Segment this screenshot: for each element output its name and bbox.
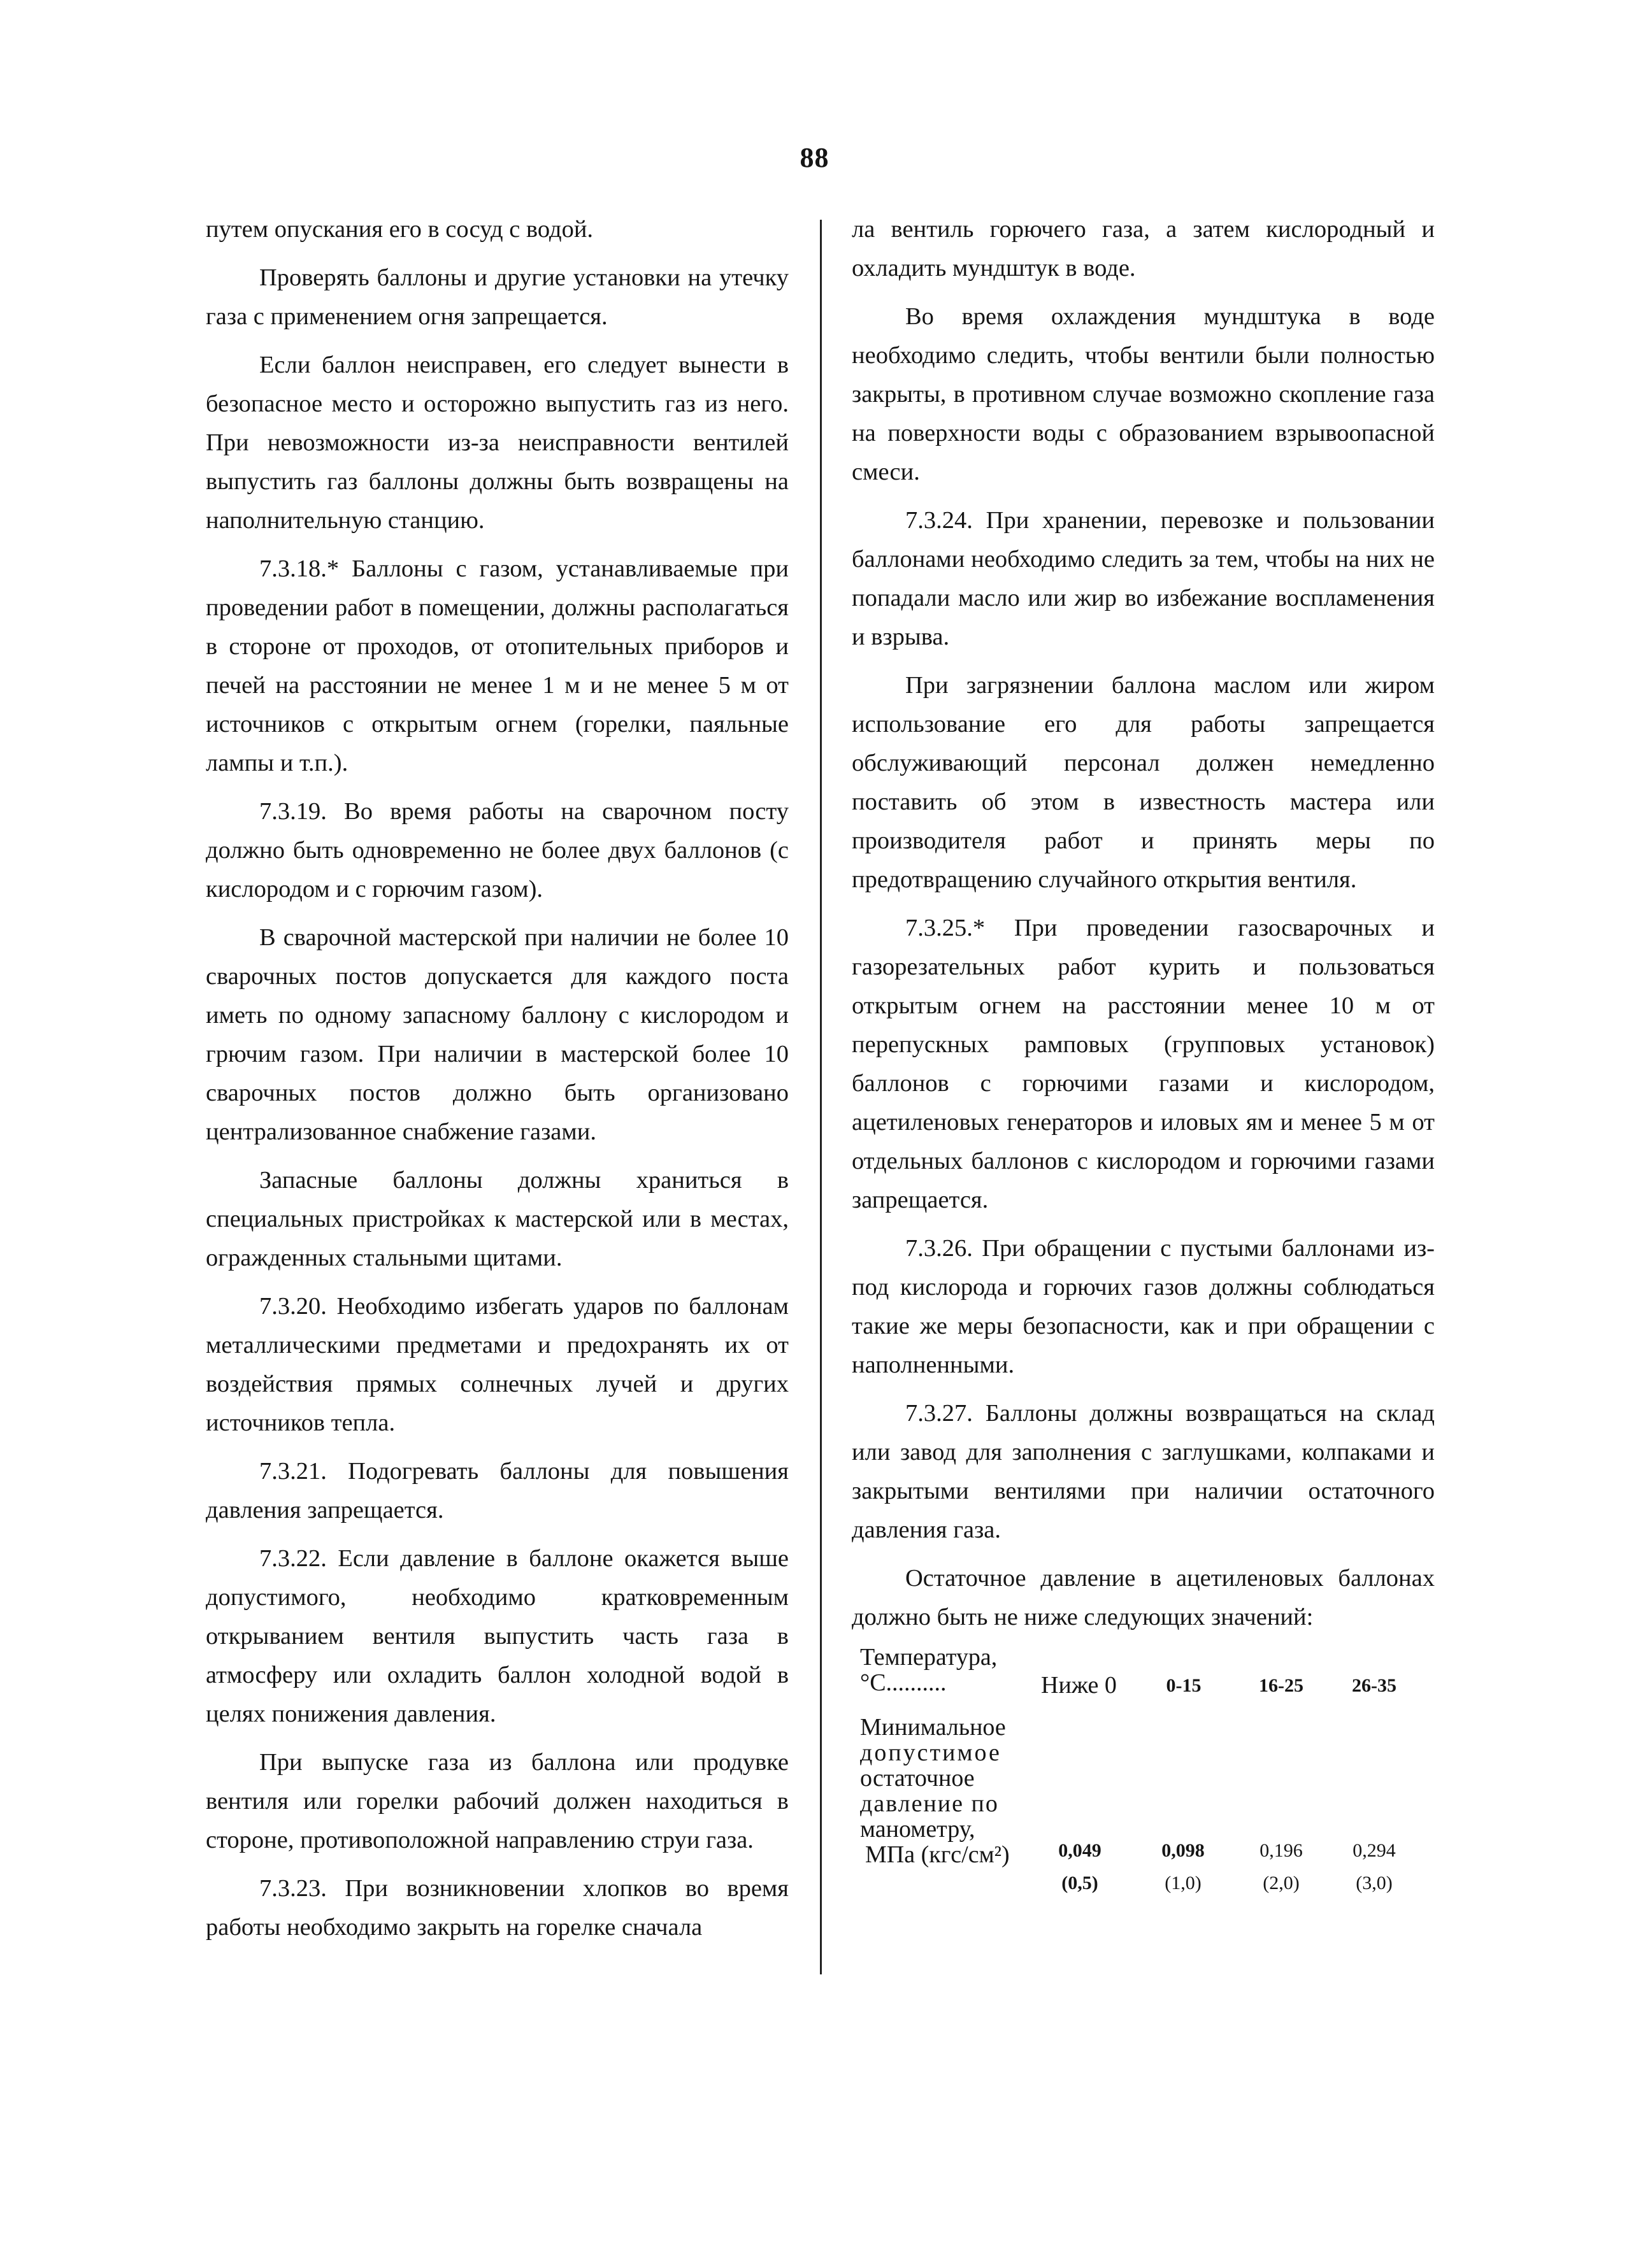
body-paragraph: 7.3.27. Баллоны должны возвращаться на склад или завод для заполнения с заглушками, колпаками и закрытыми вентилями при наличии остаточного давления газа.	[852, 1400, 1435, 1543]
pressure-value-kgf: (3,0)	[1356, 1872, 1393, 1894]
body-paragraph: Проверять баллоны и другие установки на утечку газа с применением огня запрещается.	[206, 264, 789, 330]
page-number: 88	[800, 142, 829, 173]
pressure-label-line: допустимое	[860, 1739, 1001, 1766]
pressure-value-kgf: (0,5)	[1061, 1872, 1098, 1894]
pressure-table	[860, 1644, 1433, 1925]
pressure-value-mpa: 0,049	[1058, 1840, 1102, 1861]
right-column	[852, 210, 1435, 1646]
temperature-label-line2: °С..........	[860, 1669, 947, 1696]
temperature-label-line1: Температура,	[860, 1644, 998, 1671]
pressure-label-line: МПа (кгс/см²)	[865, 1841, 1010, 1868]
pressure-value-kgf: (2,0)	[1263, 1872, 1300, 1894]
body-paragraph: При выпуске газа из баллона или продувке вентиля или горелки рабочий должен находиться в стороне, противоположной направлению струи газа.	[206, 1749, 789, 1853]
temperature-header: 0-15	[1166, 1675, 1202, 1696]
pressure-label-line: остаточное	[860, 1765, 975, 1792]
temperature-header: 16-25	[1259, 1675, 1303, 1696]
body-paragraph: Во время охлаждения мундштука в воде необходимо следить, чтобы вентили были полностью закрыты, в противном случае возможно скопление газа на поверхности воды с образованием взрывоопасной смеси.	[852, 303, 1435, 485]
pressure-value-mpa: 0,196	[1259, 1840, 1303, 1861]
body-paragraph: 7.3.18.* Баллоны с газом, устанавливаемые при проведении работ в помещении, должны располагаться в стороне от проходов, от отопительных приборов и печей на расстоянии не менее 1 м и не менее 5 м от источников с открытым огнем (горелки, паяльные лампы и т.п.).	[206, 555, 789, 776]
pressure-label-line: давление по	[860, 1790, 999, 1817]
left-column	[206, 210, 789, 1957]
body-paragraph: ла вентиль горючего газа, а затем кислородный и охладить мундштук в воде.	[852, 216, 1435, 282]
pressure-value-kgf: (1,0)	[1165, 1872, 1202, 1894]
temperature-header: Ниже 0	[1041, 1672, 1117, 1699]
temperature-label	[860, 1644, 1070, 1695]
body-paragraph: путем опускания его в сосуд с водой.	[206, 216, 594, 243]
body-paragraph: В сварочной мастерской при наличии не более 10 сварочных постов допускается для каждого поста иметь по одному запасному баллону с кислородом и грючим газом. При наличии в мастерской более 10 сварочных постов должно быть организовано централизованное снабжение газами.	[206, 924, 789, 1145]
body-paragraph: При загрязнении баллона маслом или жиром использование его для работы запрещается обслуживающий персонал должен немедленно поставить об этом в известность мастера или производителя работ и принять меры по предотвращению случайного открытия вентиля.	[852, 672, 1435, 893]
body-paragraph: 7.3.25.* При проведении газосварочных и газорезательных работ курить и пользоваться открытым огнем на расстоянии менее 10 м от перепускных рамповых (групповых установок) баллонов с горючими газами и кислородом, ацетиленовых генераторов и иловых ям и менее 5 м от отдельных баллонов с кислородом и горючими газами запрещается.	[852, 915, 1435, 1213]
temperature-header: 26-35	[1352, 1675, 1396, 1696]
body-paragraph: 7.3.21. Подогревать баллоны для повышения давления запрещается.	[206, 1458, 789, 1523]
body-paragraph: 7.3.24. При хранении, перевозке и пользовании баллонами необходимо следить за тем, чтобы на них не попадали масло или жир во избежание воспламенения и взрыва.	[852, 507, 1435, 650]
body-paragraph: 7.3.23. При возникновении хлопков во время работы необходимо закрыть на горелке сначала	[206, 1875, 789, 1941]
pressure-value-mpa: 0,098	[1161, 1840, 1205, 1861]
column-divider	[820, 220, 822, 1974]
body-paragraph: Остаточное давление в ацетиленовых баллонах должно быть не ниже следующих значений:	[852, 1565, 1435, 1630]
body-paragraph: Запасные баллоны должны храниться в специальных пристройках к мастерской или в местах, огражденных стальными щитами.	[206, 1167, 789, 1271]
pressure-label	[860, 1715, 1010, 1867]
body-paragraph: 7.3.22. Если давление в баллоне окажется выше допустимого, необходимо кратковременным открыванием вентиля выпустить часть газа в атмосферу или охладить баллон холодной водой в целях понижения давления.	[206, 1545, 789, 1727]
body-paragraph: Если баллон неисправен, его следует вынести в безопасное место и осторожно выпустить газ из него. При невозможности из-за неисправности вентилей выпустить газ баллоны должны быть возвращены на наполнительную станцию.	[206, 352, 789, 534]
body-paragraph: 7.3.19. Во время работы на сварочном посту должно быть одновременно не более двух баллонов (с кислородом и с горючим газом).	[206, 798, 789, 902]
pressure-label-line: Минимальное	[860, 1714, 1006, 1741]
body-paragraph: 7.3.20. Необходимо избегать ударов по баллонам металлическими предметами и предохранять их от воздействия прямых солнечных лучей и других источников тепла.	[206, 1293, 789, 1436]
body-paragraph: 7.3.26. При обращении с пустыми баллонами из-под кислорода и горючих газов должны соблюдаться такие же меры безопасности, как и при обращении с наполненными.	[852, 1235, 1435, 1378]
pressure-value-mpa: 0,294	[1353, 1840, 1396, 1861]
pressure-label-line: манометру,	[860, 1816, 975, 1843]
